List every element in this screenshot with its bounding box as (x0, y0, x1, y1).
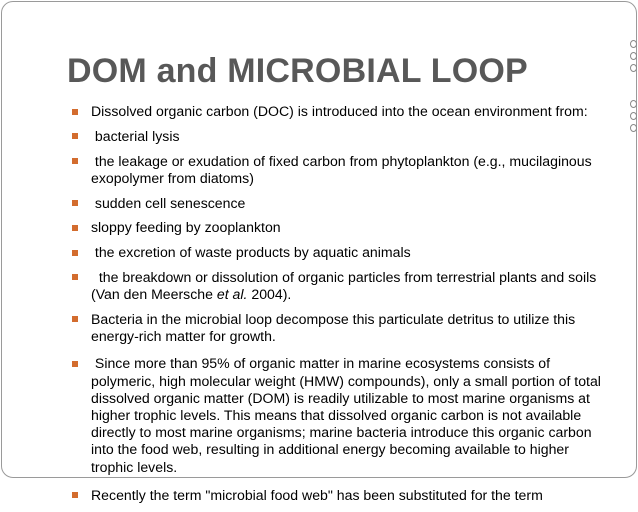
bullet-text-part: 2004). (247, 286, 292, 303)
square-bullet-icon (72, 492, 78, 498)
bullet-item (72, 244, 612, 261)
square-bullet-icon (72, 361, 78, 367)
square-bullet-icon (72, 200, 78, 206)
bullet-item (72, 269, 612, 303)
bullet-item (72, 219, 612, 236)
bullet-item (72, 128, 612, 145)
binder-ring-icon (630, 124, 637, 132)
binder-ring-icon (630, 52, 637, 60)
bullet-text: sudden cell senescence (91, 194, 246, 211)
square-bullet-icon (72, 316, 78, 322)
bullet-item (72, 355, 612, 475)
bullet-text (91, 269, 600, 302)
bullet-text: the excretion of waste products by aquatic animals (91, 244, 411, 261)
bullet-text: the leakage or exudation of fixed carbon from phytoplankton (e.g., mucilaginous exopolymer from diatoms) (91, 152, 596, 186)
bullet-text: Bacteria in the microbial loop decompose this particulate detritus to utilize this energy-rich matter for growth. (91, 310, 580, 345)
bullet-text: Recently the term "microbial food web" has been substituted for the term (91, 486, 543, 503)
square-bullet-icon (72, 109, 78, 115)
binder-ring-icon (630, 100, 637, 108)
square-bullet-icon (72, 158, 78, 164)
binder-ring-icon (630, 112, 637, 120)
bullet-item (72, 103, 612, 120)
bullet-text-part: the breakdown or dissolution of organic particles from terrestrial plants and soils (Van den Meersche (91, 268, 601, 303)
citation-italic: et al. (216, 286, 248, 303)
bullet-item (72, 487, 612, 504)
bullet-item (72, 153, 612, 187)
bullet-list (72, 103, 612, 512)
bullet-item (72, 311, 612, 345)
bullet-text: sloppy feeding by zooplankton (91, 219, 281, 236)
bullet-text: Since more than 95% of organic matter in marine ecosystems consists of polymeric, high molecular weight (HMW) compounds), only a small portion of total dissolved organic matter (DOM) is readily utilizable to most marine organisms at higher trophic levels. This means that dissolved organic carbon is not available directly to most marine organisms; marine bacteria introduce this organic carbon into the food web, resulting in additional energy becoming available to higher trophic levels. (91, 355, 605, 475)
square-bullet-icon (72, 225, 78, 231)
slide-frame (1, 1, 637, 503)
bullet-text: bacterial lysis (91, 127, 180, 144)
square-bullet-icon (72, 250, 78, 256)
bullet-text: Dissolved organic carbon (DOC) is introduced into the ocean environment from: (91, 103, 588, 119)
square-bullet-icon (72, 133, 78, 139)
binder-ring-icon (630, 40, 637, 48)
square-bullet-icon (72, 274, 78, 280)
slide-title: DOM and MICROBIAL LOOP (67, 52, 528, 90)
binder-ring-icon (630, 64, 637, 72)
bullet-item (72, 195, 612, 212)
